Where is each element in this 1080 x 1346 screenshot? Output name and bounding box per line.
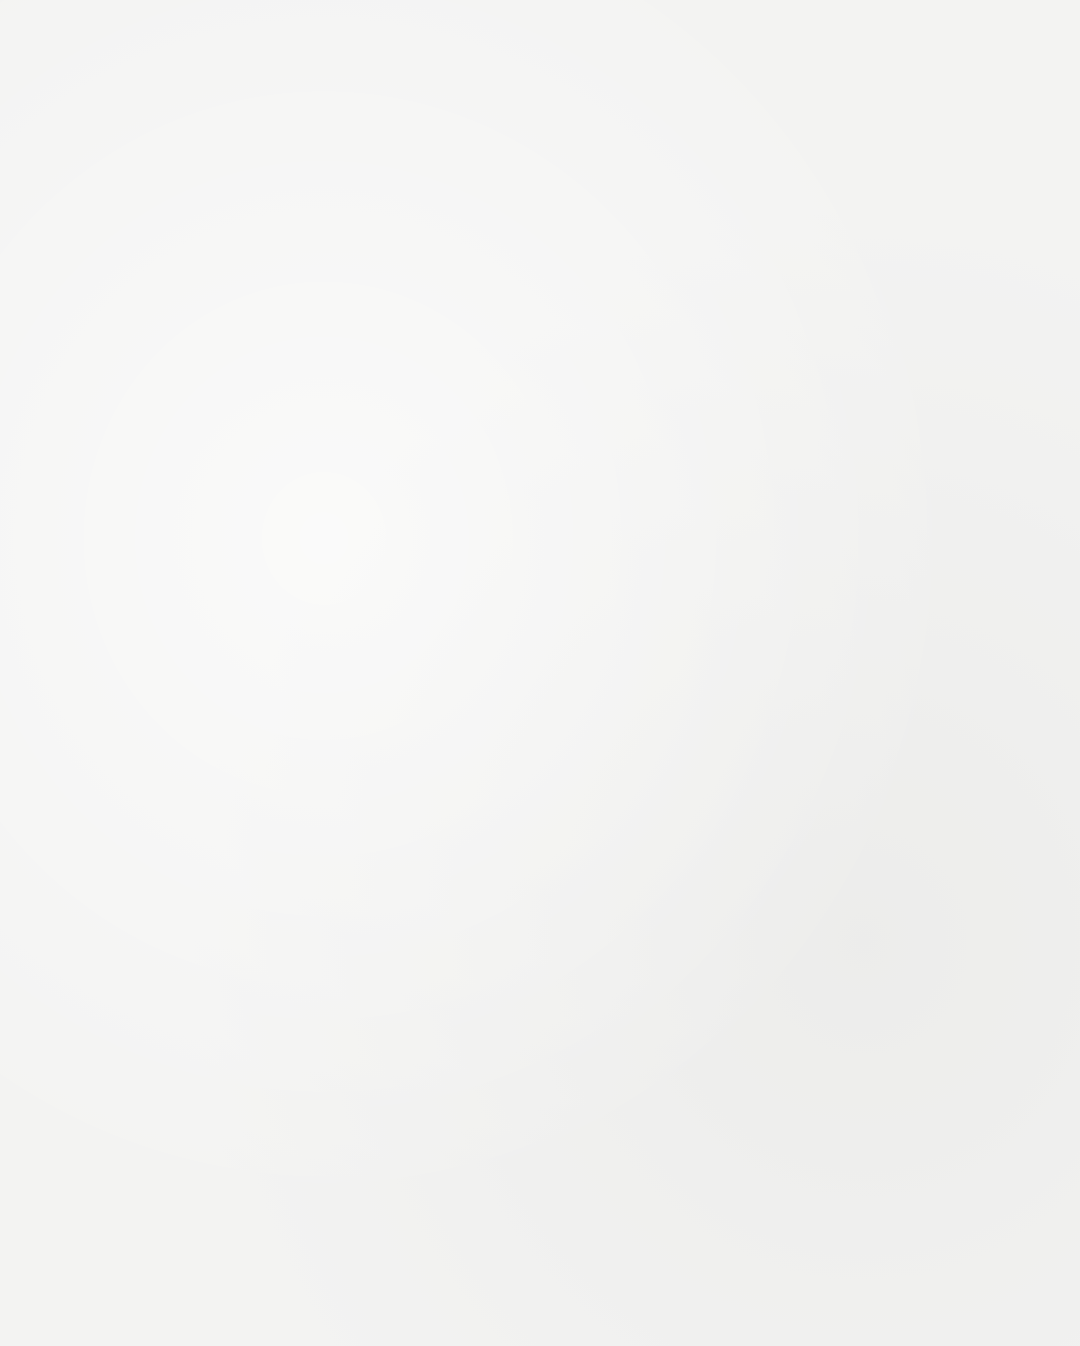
dot-pattern-top [0,0,440,300]
dot-pattern-bottom [0,1200,720,1346]
